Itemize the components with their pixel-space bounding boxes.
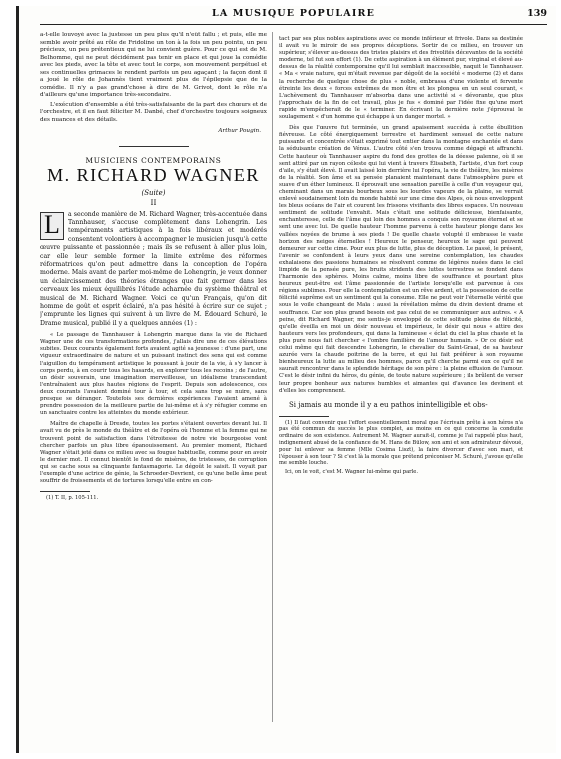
closing-line: Si jamais au monde il y a eu pathos inintelligible et obs- (289, 400, 488, 409)
suite-label: (Suite) (141, 188, 166, 197)
part-number: II (150, 198, 157, 207)
footnote-rule (40, 491, 90, 492)
journal-title: LA MUSIQUE POPULAIRE (211, 8, 376, 19)
continued-paragraph: tact par ses plus nobles aspirations avec ce monde inférieur et frivole. Dans sa destinée il avait vu le miroir de ses propres déceptions. Sortir de ce milieu, en trouver un supérieur, s'élever au-dessus des tristes plaisirs et des frivolités décevantes de la société moderne, tel fut son effort (1). De cette aspiration à un élément pur, virginal et élevé au-dessus de la réalité contemporaine qu'il lui semblait inaccessible, naquit le Tannhauser. « Ma « vraie nature, qui m'était revenue par dégoût de la société « moderne (2) et dans la recherche de quelque chose de plus « noble, embrassa d'une violente et fervente étreinte les deux « forces extrêmes de mon être et les plongea en un seul courant, « L'achèvement du Tannhauser m'absorba dans une activité si « dévorante, que plus j'approchais de la fin de cet travail, plus je fus « dominé par l'idée fixe qu'une mort rapide m'empêcherait de le « terminer. En écrivant la dernière note j'éprouvai le soulagement « d'un homme qui échappe à un danger mortel. » (279, 36, 523, 121)
page-number: 139 (527, 8, 547, 19)
intro-paragraph (40, 211, 267, 329)
header-rule (40, 24, 547, 25)
drop-cap: L (40, 212, 64, 240)
quote-paragraph: « Le passage de Tannhauser à Lohengrin marque dans la vie de Richard Wagner une de ces transformations profondes, j'allais dire une de ces élévations subites. Deux courants également forts avaient agité sa jeunesse : d'une part, une vigueur extraordinaire de nature et un puissant instinct des sens qui est comme l'aiguillon du tempérament artistique le poussant à jouir de la vie, à s'y lancer à corps perdu, à en courir tous les hasards, en explorer tous les recoins ; de l'autre, un désir souverain, une imagination merveilleuse, un idéalisme transcendant l'entraînaient aux plus hautes régions de l'esprit. Depuis son adolescence, ces deux courants l'avaient dominé tour à tour, et cela sans trop se nuire, sans presque se déranger. Toutefois ses dernières expériences l'avaient amené à prendre possession de la meilleure partie de lui-même et à s'y réfugier comme en un sanctuaire contre les atteintes du monde extérieur. (40, 332, 267, 417)
footnote: (1) Il faut convenir que l'effort essentiellement moral que l'écrivain prête à son héros n'a pas été commun du succès le plus complet, au moins en ce qui concerne la conduite ordinaire de son existence. Autrement M. Wagner aurait-il, comme je l'ai rappelé plus haut, indignement abusé de la confiance de M. Hans de Bülow, son ami et son admirateur dévoué, pour lui enlever sa femme (Mlle Cosima Liszt), la faire divorcer d'avec son mari, et l'épouser à son tour ? Si c'est là la morale que prétend préconiser M. Schuré, j'avoue qu'elle me semble louche. (279, 419, 523, 467)
article-title: M. RICHARD WAGNER (47, 165, 260, 185)
body-paragraph: Dès que l'œuvre fut terminée, un grand apaisement succéda à cette ébullition fiévreuse. Le côté énergiquement terrestre et hardiment sensuel de cette nature puissante et concentrée s'était exprimé tout entier dans la montagne enchantée et dans la séduisante création de Vénus. L'autre côté s'en trouva comme dégagé et affranchi. Cette hauteur où Tannhauser aspire du fond des grottes de la déesse païenne, où il se sent attiré par un rayon céleste qui lui vient à travers Élisabeth, l'artiste, d'un fort coup d'aile, s'y était élevé. Il avait laissé loin derrière lui l'opéra, la vie de théâtre, les misères de la réalité. Son âme et sa pensée planaient maintenant dans l'atmosphère pure et suave d'un éther lumineux. Il éprouvait une sensation pareille à celle d'un voyageur qui, cheminant dans un marais bourbeux sous les lourdes vapeurs de la plaine, se verrait enlevé soudainement loin du monde habité sur une cime des Alpes, où nous enveloppent les bleus océans de l'air et courent les frissons vivifiants des libres espaces. Un nouveau sentiment de solitude l'envahit. Mais c'était une solitude délicieuse, bienfaisante, enchanteresse, celle de l'âme qui loin des hommes a conquis son royaume éternel et se sent une avec lui. De quelle hauteur l'homme parvenu à cette hauteur plonge dans les vallées noyées de brume à ses pieds ! De quelle chaste volupté il embrasse le vaste horizon des neiges éternelles ! Heureux le penseur, heureux le sage qui peuvent demeurer sur cette cime. Pour eux plus de lutte, plus de déception. Le passé, le présent, l'avenir se confondent à leurs yeux dans une sereine contemplation, les chaudes exhalaisons des passions humaines se résolvent comme de légères nuées dans le ciel limpide de la pensée pure, les bruits stridents des luttes terrestres se fondent dans l'harmonie des sphères. Moins calme, moins libre de souffrance et pourtant plus heureux peut-être est l'âme passionnée de l'artiste lorsqu'elle est parvenue à ces régions sublimes. Pour elle la contemplation est un rêve ardent, et la possession de cette félicité suprême est un sentiment qui la consume. Elle ne peut voir l'éternelle vérité que sous le voile changeant de Maïa : aussi la révélation même du divin devient drame et souffrance. Car son plus grand besoin est pas celui de se communiquer aux autres. « A peine, dit Richard Wagner, me sentis-je enveloppé de cette solitude pleine de félicité, qu'elle éveilla en moi un désir nouveau et impérieux, le désir qui nous « attire des hauteurs vers les profondeurs, qui dans la lumineuse « éclat du ciel la plus chaste et la plus pure nous fait chercher « l'ombre familière de l'amour humain. » Or ce désir est celui même qui fait descendre Lohengrin, le chevalier du Saint-Graal, de sa hauteur azurée vers la chaude poitrine de la terre, et qui lui fait préférer à son royaume bienheureux la lutte au milieu des hommes, parce qu'il cherche parmi eux ce qu'il ne saurait rencontrer dans le splendide héritage de son père : la pleine effusion de l'amour. C'est le désir infini du héros, du génie, de toute nature supérieure ; ils brûlent de verser leur propre bonheur aux natures humbles et aimantes qui d'avance les devinent et d'elles les comprennent. (279, 125, 523, 394)
footnote: (1) T. II, p. 105-111. (46, 495, 99, 502)
column-divider (272, 32, 273, 722)
intro-text: a seconde manière de M. Richard Wagner, très-accentuée dans Tannhauser, s'accuse complètement dans Lohengrin. Les tempéraments artistiques à la fois libéraux et modérés consentent volontiers à accompagner le musicien jusqu'à cette œuvre puissante et passionnée ; mais ils se refusent à aller plus loin, car elle leur semble former la limite extrême des réformes réformatrices qu'on peut admettre dans la conception de l'opéra moderne. Mais avant de parler moi-même de Lohengrin, je veux donner un éclaircissement des théories étranges que fait germer dans les cerveaux les mieux équilibrés l'étude acharnée du système théâtral et musical de M. Richard Wagner. Voici ce qu'un Français, qu'on dit homme de goût et esprit éclairé, n'a pas hésité à écrire sur ce sujet ; j'emprunte les lignes qui suivent à un livre de M. Édouard Schuré, le Drame musical, publié il y a quelques années (1) : (40, 210, 267, 327)
footnote-rule (279, 416, 329, 417)
right-column (279, 32, 523, 737)
ensemble-paragraph: L'exécution d'ensemble a été très-satisfaisante de la part des chœurs et de l'orchestre, et il en faut féliciter M. Danbé, chef d'orchestre toujours soigneux des nuances et des détails. (40, 101, 267, 123)
left-column (40, 32, 267, 737)
section-rule (119, 146, 189, 147)
author-signature: Arthur Pougin. (218, 128, 261, 134)
footnote: Ici, on le voit, c'est M. Wagner lui-même qui parle. (285, 469, 419, 476)
section-title: MUSICIENS CONTEMPORAINS (85, 155, 222, 165)
quote-paragraph: Maître de chapelle à Dresde, toutes les portes s'étaient ouvertes devant lui. Il avait vu de près le monde du théâtre et de l'opéra où l'homme et la femme qui ne trouvent point de satisfaction dans l'étroitesse de notre vie bourgeoise vont chercher parfois un plus libre épanouissement. Au premier moment, Richard Wagner s'était jeté dans ce milieu avec sa fougue habituelle, comme pour en avoir le dernier mot. Il connut bientôt le fond de misères, de tristesses, de corruption qui se cache sous sa clinquante fantasmagorie. Le dégoût le saisit. Il voyait par l'exemple d'une actrice de génie, la Schroeder-Devrient, ce qu'une belle âme peut souffrir de froissements et de tortures lorsqu'elle entre en con- (40, 421, 267, 485)
opening-paragraph: a-t-elle louvoyé avec la justesse un peu plus qu'il n'eût fallu ; et puis, elle me semble avoir prêté au rôle de Fridoline un ton à la fois un peu pointu, un peu précieux, un peu prétentieux qui ne lui convient guère. Pour ce qui est de M. Belhomme, qui ne peut décidément pas tenir en place et qui joue la comédie avec les pieds, avec la tête et avec tout le corps, son mouvement perpétuel et ses continuelles grimaces le rendent parfois un peu agaçant ; la façon dont il a joué le rôle de Johannès tient vraiment plus de l'épilepsie que de la comédie. Il n'y a pas grand'chose à dire de M. Grivot, dont le rôle n'a d'ailleurs qu'une importance très-secondaire. (40, 32, 267, 98)
